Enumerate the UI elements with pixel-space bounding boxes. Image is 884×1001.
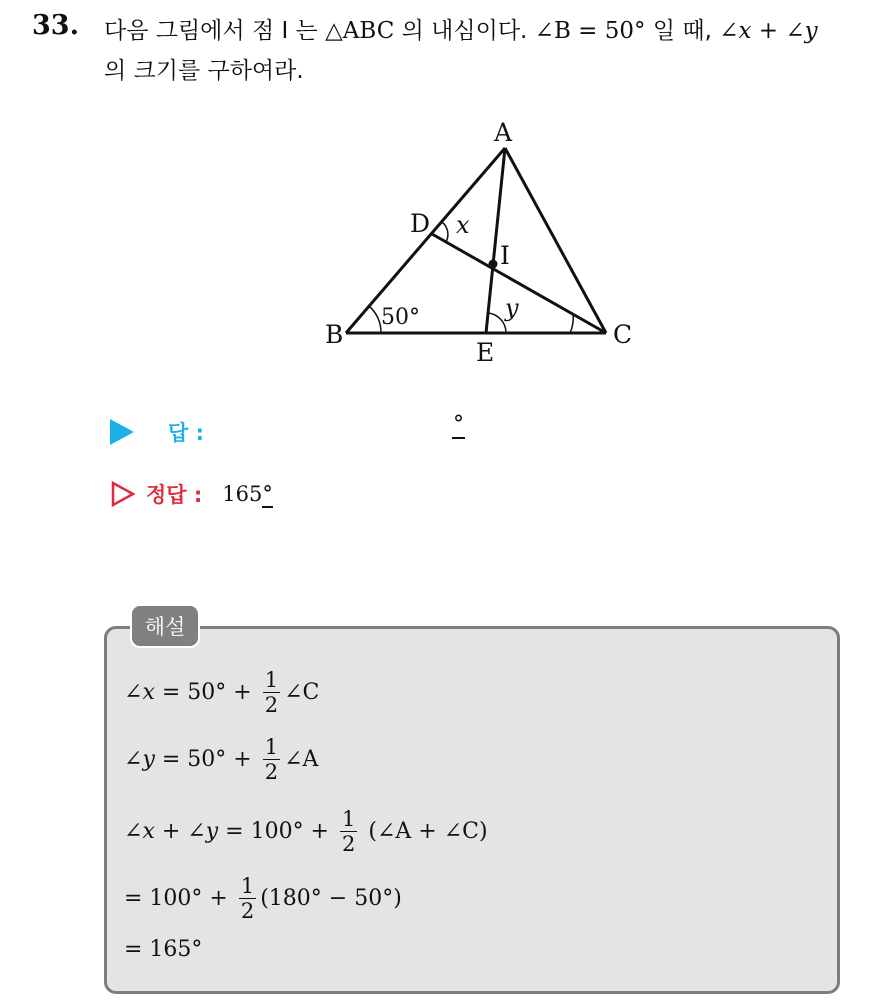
triangle-figure [0,0,884,400]
side-ab [346,148,505,333]
answer-unit-field[interactable]: ° [453,412,464,437]
fraction-half: $\frac{1}{2}$ [342,807,356,856]
question-text: 다음 그림에서 점 I 는 [104,18,318,44]
angle-b-condition: ∠B = 50° [534,18,646,44]
solution-tab: 해설 [130,604,200,648]
solution-line-2: ∠ y = 50° + $\frac{1}{2}$ ∠A [124,735,319,784]
answer-label: 답 : [168,421,204,445]
fraction-half: $\frac{1}{2}$ [264,735,279,784]
solution-line-3: ∠ x + ∠ y = 100° + $\frac{1}{2}$ (∠A + ∠C) [124,807,488,856]
label-angle-x: x [456,211,470,239]
label-angle-y: y [505,294,519,322]
label-angle-b: 50° [381,305,420,330]
correct-answer-label: 정답 : [146,483,203,507]
question-line-2: 의 크기를 구하여라. [104,58,304,84]
plus-angle: + ∠ [751,18,805,44]
correct-answer-row [110,476,273,512]
angle-sign: ∠ [719,18,739,44]
fraction-half: $\frac{1}{2}$ [264,668,279,717]
fraction-half: $\frac{1}{2}$ [240,874,255,923]
triangle-abc: △ABC [325,18,395,44]
question-text-when: 일 때, [652,18,712,44]
label-a: A [494,118,513,147]
var-y: y [804,18,818,44]
label-e: E [476,338,495,367]
question-number: 33. [32,10,79,41]
var-x: x [738,18,752,44]
label-c: C [613,320,633,349]
correct-answer-value: 165° [222,482,273,506]
answer-row [110,414,204,450]
incenter-point [489,260,498,269]
solution-line-4: = 100° + $\frac{1}{2}$ (180° − 50°) [124,874,402,923]
play-outline-icon [110,480,136,508]
angle-arc-c [570,314,573,333]
solution-line-5: = 165° [124,937,203,962]
question-text-incenter: 의 내심이다. [401,18,528,44]
angle-arc-b [369,306,381,333]
label-b: B [325,320,344,349]
play-solid-icon [110,419,134,445]
solution-line-1: ∠ x = 50° + $\frac{1}{2}$ ∠C [124,668,320,717]
label-i: I [500,241,510,270]
label-d: D [410,209,431,238]
angle-arc-y [488,313,506,333]
